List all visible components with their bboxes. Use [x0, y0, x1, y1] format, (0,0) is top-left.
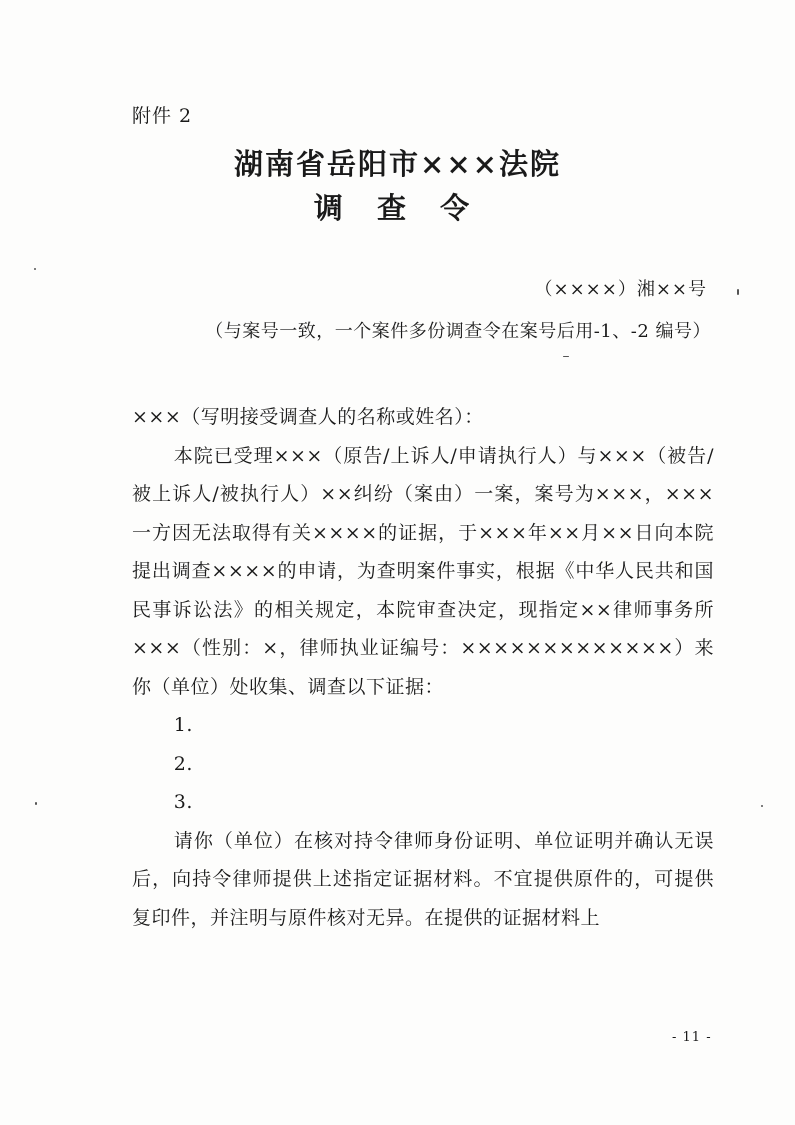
court-title: 湖南省岳阳市×××法院	[234, 147, 561, 181]
case-number-note: （与案号一致，一个案件多份调查令在案号后用-1、-2 编号）	[205, 321, 711, 342]
document-title: 调 查 令	[313, 191, 482, 225]
scan-speck	[737, 289, 739, 295]
evidence-item-2: 2.	[173, 752, 193, 775]
attachment-label: 附件 2	[132, 105, 193, 127]
paragraph-request: 本院已受理×××（原告/上诉人/申请执行人）与×××（被告/被上诉人/被执行人）××纠纷（案由）一案，案号为×××，×××一方因无法取得有关××××的证据，于×××年××月××日向本院提出调查××××的申请，为查明案件事实，根据《中华人民共和国民事诉讼法》的相关规定，本院审查决定，现指定××律师事务所×××（性别：×，律师执业证编号：×××××××××××××）来你（单位）处收集、调查以下证据：	[132, 444, 714, 698]
evidence-item-3: 3.	[173, 791, 193, 813]
scan-speck	[761, 805, 763, 807]
scan-speck	[35, 802, 37, 805]
paragraph-instructions: 请你（单位）在核对持令律师身份证明、单位证明并确认无误后，向持令律师提供上述指定证据材料。不宜提供原件的，可提供复印件，并注明与原件核对无异。在提供的证据材料上	[132, 829, 714, 929]
addressee-line: ×××（写明接受调查人的名称或姓名）：	[132, 406, 484, 428]
document-body	[132, 398, 714, 937]
case-number: （××××）湘××号	[534, 279, 707, 300]
scan-speck	[34, 268, 36, 270]
page-number: - 11 -	[672, 1030, 712, 1045]
scan-speck	[563, 356, 569, 357]
evidence-item-1: 1.	[173, 714, 193, 736]
